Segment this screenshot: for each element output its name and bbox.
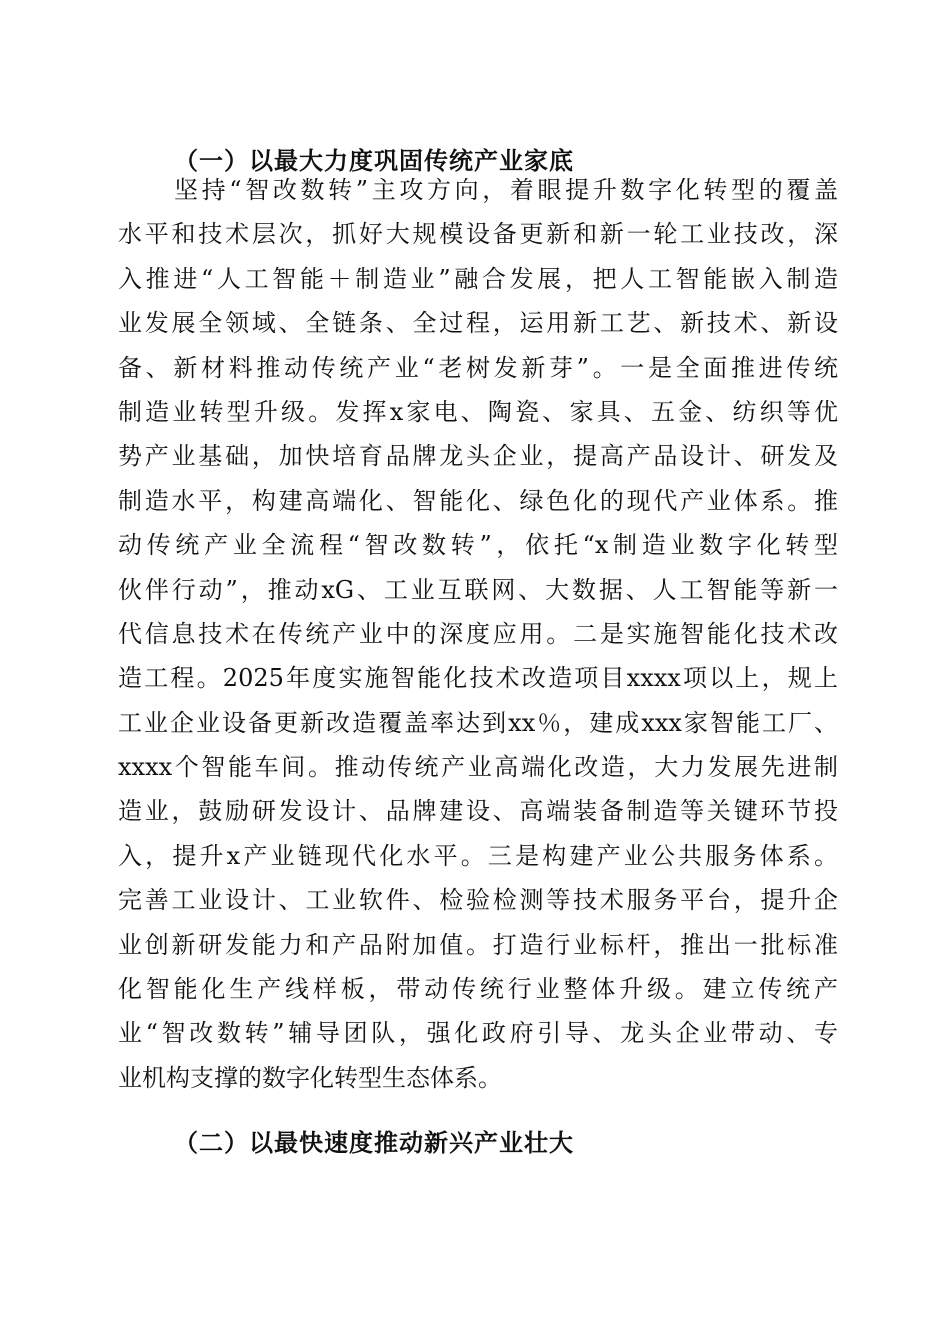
paragraph-line: 制造水平，构建高端化、智能化、绿色化的现代产业体系。推: [118, 486, 838, 515]
paragraph-line: 备、新材料推动传统产业“老树发新芽”。一是全面推进传统: [118, 353, 838, 382]
paragraph-line: 水平和技术层次，抓好大规模设备更新和新一轮工业技改，深: [118, 220, 838, 249]
paragraph-line: 造工程。2025年度实施智能化技术改造项目xxxx项以上，规上: [118, 664, 838, 693]
paragraph-line: 完善工业设计、工业软件、检验检测等技术服务平台，提升企: [118, 886, 838, 915]
paragraph-line: 动传统产业全流程“智改数转”，依托“x制造业数字化转型: [118, 531, 838, 560]
paragraph-line: 业机构支撑的数字化转型生态体系。: [118, 1063, 502, 1092]
paragraph-line: 造业，鼓励研发设计、品牌建设、高端装备制造等关键环节投: [118, 797, 838, 826]
paragraph-line: 业“智改数转”辅导团队，强化政府引导、龙头企业带动、专: [118, 1019, 838, 1048]
paragraph-line: 坚持“智改数转”主攻方向，着眼提升数字化转型的覆盖: [174, 176, 838, 204]
paragraph-line: xxxx个智能车间。推动传统产业高端化改造，大力发展先进制: [118, 753, 838, 782]
section-heading-1: （一）以最大力度巩固传统产业家底: [174, 146, 574, 175]
paragraph-line: 业发展全领域、全链条、全过程，运用新工艺、新技术、新设: [118, 309, 838, 338]
paragraph-line: 代信息技术在传统产业中的深度应用。二是实施智能化技术改: [118, 619, 838, 648]
paragraph-line: 入，提升x产业链现代化水平。三是构建产业公共服务体系。: [118, 841, 838, 870]
paragraph-line: 伙伴行动”，推动xG、工业互联网、大数据、人工智能等新一: [118, 575, 838, 604]
paragraph-line: 业创新研发能力和产品附加值。打造行业标杆，推出一批标准: [118, 930, 838, 959]
paragraph-line: 制造业转型升级。发挥x家电、陶瓷、家具、五金、纺织等优: [118, 397, 838, 426]
body-paragraph: [118, 168, 838, 1100]
paragraph-line: 化智能化生产线样板，带动传统行业整体升级。建立传统产: [118, 975, 838, 1004]
section-heading-2: （二）以最快速度推动新兴产业壮大: [174, 1128, 574, 1157]
paragraph-line: 势产业基础，加快培育品牌龙头企业，提高产品设计、研发及: [118, 442, 838, 471]
paragraph-line: 入推进“人工智能＋制造业”融合发展，把人工智能嵌入制造: [118, 264, 838, 293]
paragraph-line: 工业企业设备更新改造覆盖率达到xx％，建成xxx家智能工厂、: [118, 708, 838, 737]
